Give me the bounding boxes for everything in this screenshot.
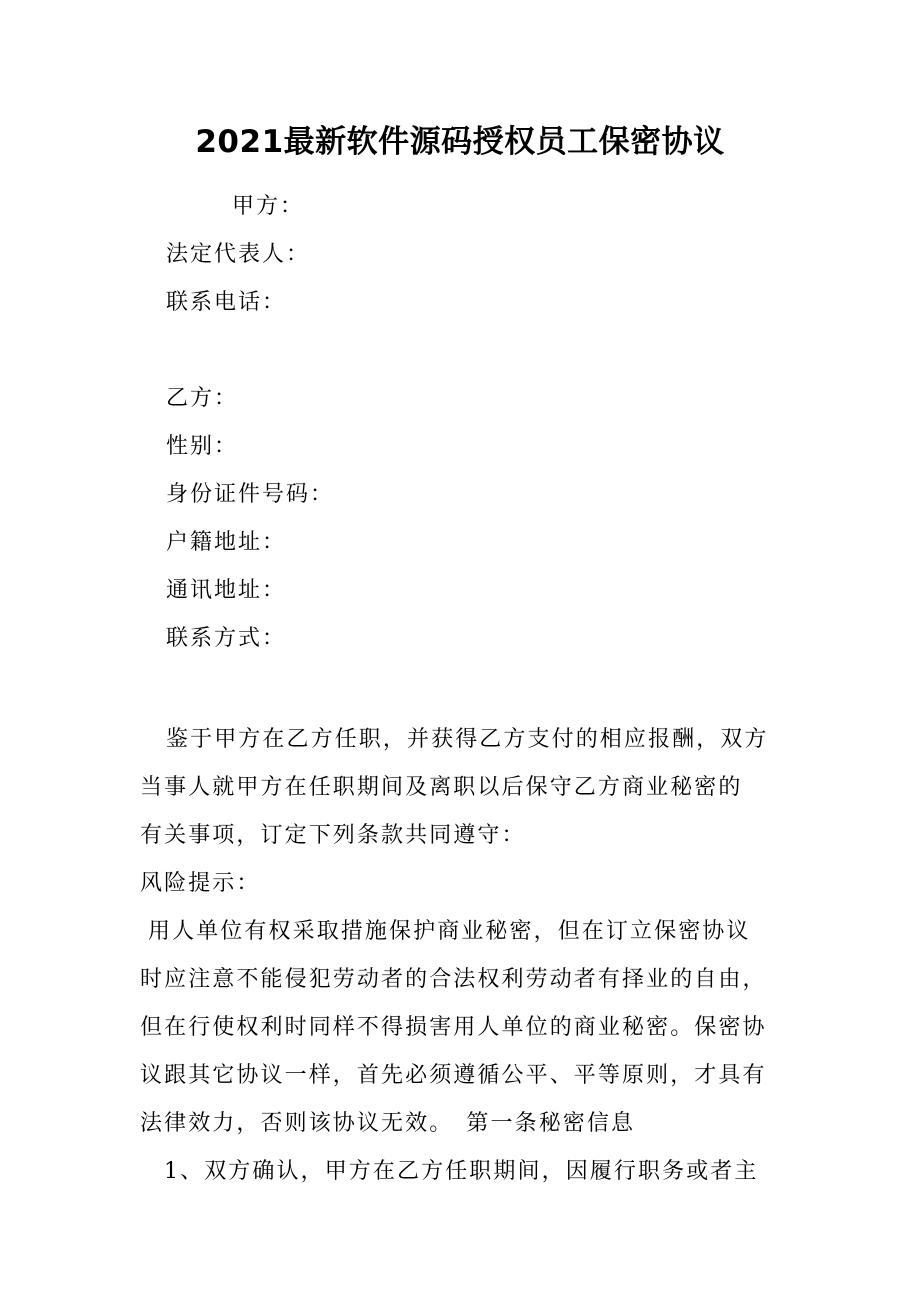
intro-line-3: 有关事项，订定下列条款共同遵守： [140,823,526,848]
risk-label: 风险提示： [140,871,261,896]
risk-line-5: 法律效力，否则该协议无效。 第一条秘密信息 [140,1111,636,1136]
contact-phone-label: 联系电话： [166,290,287,315]
risk-line-2: 时应注意不能侵犯劳动者的合法权利劳动者有择业的自由， [140,967,767,992]
gender-label: 性别： [166,434,239,459]
risk-line-4: 议跟其它协议一样，首先必须遵循公平、平等原则，才具有 [140,1063,767,1088]
document-title: 2021最新软件源码授权员工保密协议 [195,124,725,160]
risk-line-1: 用人单位有权采取措施保护商业秘密，但在订立保密协议 [148,919,751,944]
party-b-label: 乙方： [166,386,239,411]
intro-line-1: 鉴于甲方在乙方任职，并获得乙方支付的相应报酬，双方 [166,727,769,752]
mailing-address-label: 通讯地址： [166,578,287,603]
household-address-label: 户籍地址： [166,530,287,555]
legal-representative-label: 法定代表人： [166,242,311,267]
id-number-label: 身份证件号码： [166,482,335,507]
contact-method-label: 联系方式： [166,626,287,651]
clause-1-line: 1、双方确认，甲方在乙方任职期间，因履行职务或者主 [164,1159,759,1184]
party-a-label: 甲方： [232,194,305,219]
risk-line-3: 但在行使权利时同样不得损害用人单位的商业秘密。保密协 [140,1015,767,1040]
intro-line-2: 当事人就甲方在任职期间及离职以后保守乙方商业秘密的 [140,775,743,800]
